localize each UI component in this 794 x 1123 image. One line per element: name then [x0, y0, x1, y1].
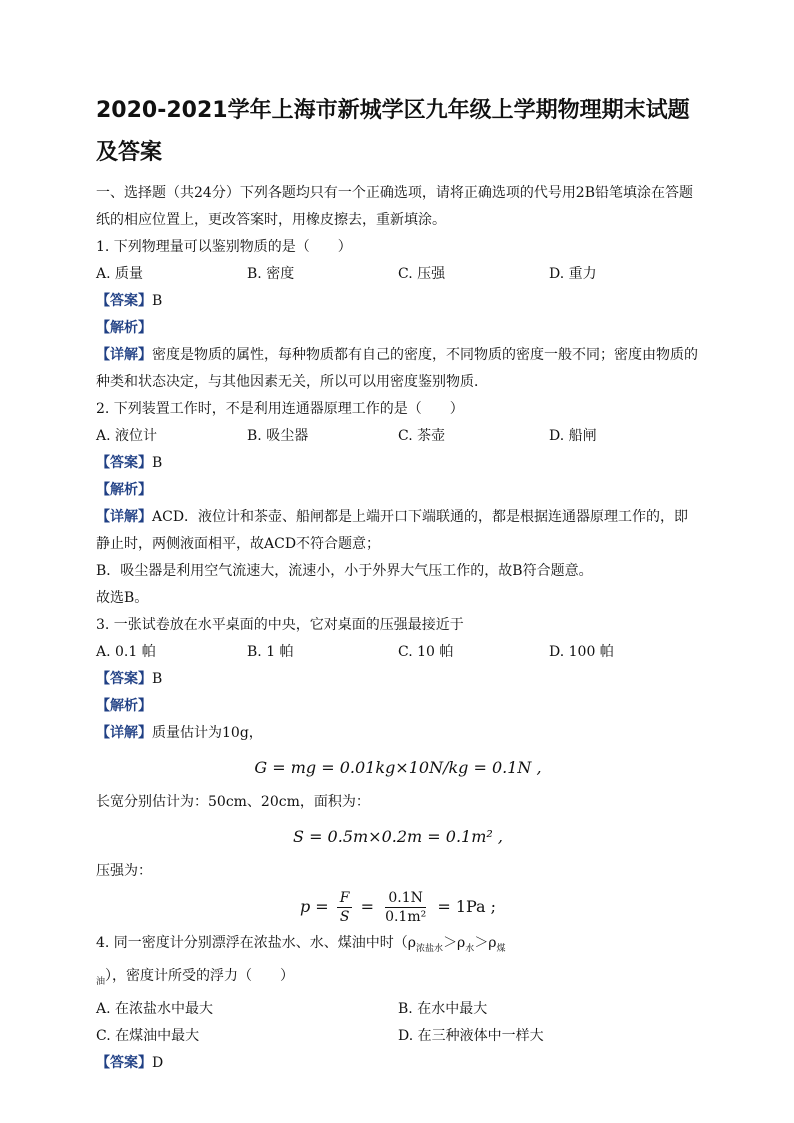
q2-options	[96, 423, 700, 450]
q1-answer	[96, 288, 700, 315]
q3-detail-line2: 长宽分别估计为：50cm、20cm，面积为：	[96, 794, 370, 810]
q4-stem-end: ），密度计所受的浮力（ ）	[105, 967, 295, 984]
q3-analysis	[96, 693, 700, 720]
q4-options-row2	[96, 1023, 700, 1050]
q1-answer-value: B	[152, 293, 163, 309]
q3-option-b: B. 1 帕	[247, 644, 294, 660]
q1-option-c: C. 压强	[398, 266, 446, 282]
q2-answer-value: B	[152, 455, 163, 471]
q2-option-c: C. 茶壶	[398, 428, 446, 444]
q3-option-c: C. 10 帕	[398, 644, 454, 660]
answer-tag: 【答案】	[96, 1054, 152, 1071]
q3-stem: 3. 一张试卷放在水平桌面的中央，它对桌面的压强最接近于	[96, 617, 464, 633]
q4-option-b: B. 在水中最大	[398, 1000, 488, 1017]
analysis-tag: 【解析】	[96, 482, 152, 498]
q1-option-d: D. 重力	[549, 266, 597, 282]
q3-formula-weight: G = mg = 0.01kg×10N/kg = 0.1N ,	[254, 758, 542, 777]
q3-options	[96, 639, 700, 666]
analysis-tag: 【解析】	[96, 698, 152, 714]
q4-stem-start: 4. 同一密度计分别漂浮在浓盐水、水、煤油中时（ρ	[96, 935, 417, 951]
q2-detail-text: ACD．液位计和茶壶、船闸都是上端开口下端联通的，都是根据连通器原理工作的，即静止时，两侧液面相平，故ACD不符合题意；	[96, 509, 689, 552]
fraction-values	[382, 889, 429, 926]
detail-tag: 【详解】	[96, 347, 152, 363]
fraction-numerator: F	[337, 889, 353, 908]
q2-option-d: D. 船闸	[549, 428, 597, 444]
q3-detail	[96, 720, 700, 747]
q4-option-d: D. 在三种液体中一样大	[398, 1027, 544, 1044]
pressure-result: = 1Pa ;	[437, 897, 497, 916]
fraction-denominator-value: 0.1m²	[385, 909, 427, 925]
q4-gt-2: ＞ρ	[474, 935, 497, 951]
q1-option-a: A. 质量	[96, 266, 144, 282]
q3-answer-value: B	[152, 671, 163, 687]
q4-sub-brine: 浓盐水	[416, 943, 444, 954]
q4-answer	[96, 1050, 700, 1077]
q2-stem: 2. 下列装置工作时，不是利用连通器原理工作的是（ ）	[96, 401, 464, 417]
q3-detail-text: 质量估计为10g，	[152, 725, 263, 741]
detail-tag: 【详解】	[96, 725, 152, 741]
q2-option-a: A. 液位计	[96, 428, 158, 444]
q3-answer	[96, 666, 700, 693]
answer-tag: 【答案】	[96, 455, 152, 471]
fraction-denominator: S	[339, 909, 350, 925]
q2-answer	[96, 450, 700, 477]
q4-option-c: C. 在煤油中最大	[96, 1027, 200, 1044]
q1-detail-text: 密度是物质的属性，每种物质都有自己的密度，不同物质的密度一般不同；密度由物质的种类和状态决定，与其他因素无关，所以可以用密度鉴别物质．	[96, 347, 698, 390]
q4-stem	[96, 930, 700, 996]
q4-answer-value: D	[152, 1054, 164, 1071]
q3-formula-area: S = 0.5m×0.2m = 0.1m² ,	[293, 827, 503, 846]
analysis-tag: 【解析】	[96, 320, 152, 336]
answer-tag: 【答案】	[96, 293, 152, 309]
fraction-numerator-value: 0.1N	[385, 889, 426, 908]
answer-tag: 【答案】	[96, 671, 152, 687]
q4-options-row1	[96, 996, 700, 1023]
q1-detail	[96, 342, 700, 396]
section-intro: 一、选择题（共24分）下列各题均只有一个正确选项，请将正确选项的代号用2B铅笔填涂在答题纸的相应位置上，更改答案时，用橡皮擦去，重新填涂。	[96, 185, 694, 228]
q2-detail-line3: 故选B。	[96, 590, 149, 606]
document-page	[96, 90, 700, 1077]
q4-option-a: A. 在浓盐水中最大	[96, 1000, 214, 1017]
q2-option-b: B. 吸尘器	[247, 428, 309, 444]
q3-formula-pressure	[96, 889, 700, 926]
pressure-lhs: p =	[299, 897, 329, 916]
q2-analysis	[96, 477, 700, 504]
document-title: 2020-2021学年上海市新城学区九年级上学期物理期末试题及答案	[96, 98, 690, 165]
q4-sub-kerosene: 煤油	[96, 943, 506, 987]
q4-gt-1: ＞ρ	[443, 935, 466, 951]
detail-tag: 【详解】	[96, 509, 152, 525]
q2-detail-line2: B．吸尘器是利用空气流速大，流速小，小于外界大气压工作的，故B符合题意。	[96, 563, 593, 579]
q3-detail-line3: 压强为：	[96, 863, 152, 879]
q1-stem: 1. 下列物理量可以鉴别物质的是（ ）	[96, 239, 352, 255]
fraction-f-over-s	[337, 889, 353, 926]
q1-analysis	[96, 315, 700, 342]
equals-sign: =	[360, 897, 374, 916]
q1-option-b: B. 密度	[247, 266, 295, 282]
q4-sub-water: 水	[465, 943, 475, 954]
q1-options	[96, 261, 700, 288]
q3-option-d: D. 100 帕	[549, 644, 614, 660]
q3-option-a: A. 0.1 帕	[96, 644, 156, 660]
q2-detail	[96, 504, 700, 558]
